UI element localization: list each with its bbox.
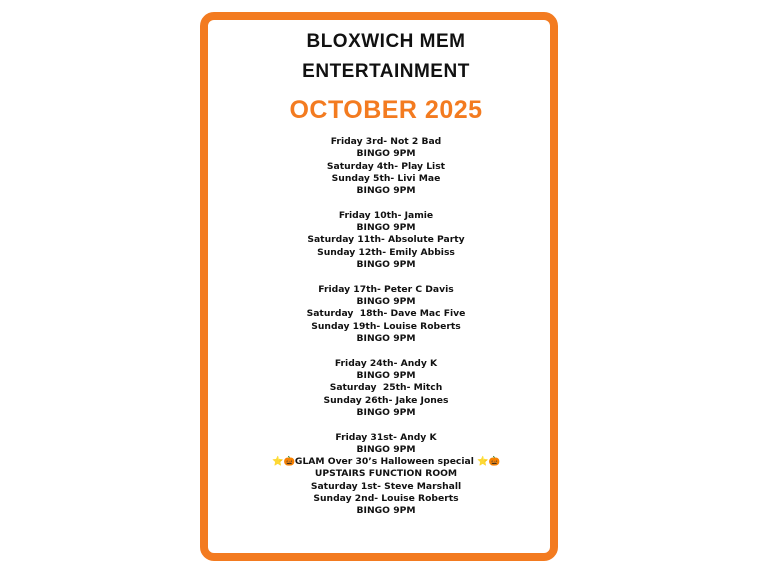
schedule-entry: Sunday 2nd- Louise Roberts xyxy=(313,492,459,504)
week-group-4 xyxy=(200,358,572,419)
schedule-entry: BINGO 9PM xyxy=(356,259,416,271)
month-heading: OCTOBER 2025 xyxy=(289,96,483,124)
schedule-entry: Friday 3rd- Not 2 Bad xyxy=(330,136,442,147)
week-group-1 xyxy=(200,136,572,197)
schedule-entry: BINGO 9PM xyxy=(356,443,416,455)
week-group-5 xyxy=(200,432,572,518)
schedule-entry: Friday 31st- Andy K xyxy=(335,431,437,443)
schedule-entry: Saturday 4th- Play List xyxy=(326,160,446,172)
schedule-entry: Sunday 19th- Louise Roberts xyxy=(311,320,461,332)
schedule-entry: Friday 10th- Jamie xyxy=(338,209,434,221)
poster-title-line-2: ENTERTAINMENT xyxy=(302,61,470,82)
halloween-special-entry: ⭐🎃GLAM Over 30’s Halloween special ⭐🎃 xyxy=(272,456,500,468)
schedule-entry: BINGO 9PM xyxy=(356,296,416,308)
week-group-2 xyxy=(200,210,572,271)
schedule-entry: BINGO 9PM xyxy=(356,406,416,418)
schedule-entry: BINGO 9PM xyxy=(356,185,416,197)
schedule-entry: BINGO 9PM xyxy=(356,369,416,381)
schedule-entry: BINGO 9PM xyxy=(356,332,416,344)
schedule-entry: Saturday 18th- Dave Mac Five xyxy=(306,308,466,320)
schedule-entry: Sunday 26th- Jake Jones xyxy=(323,394,449,406)
schedule-entry: BINGO 9PM xyxy=(356,148,416,160)
schedule-entry: Saturday 11th- Absolute Party xyxy=(307,234,465,246)
schedule-entry: BINGO 9PM xyxy=(356,505,416,517)
event-schedule xyxy=(200,136,572,518)
week-group-3 xyxy=(200,284,572,345)
poster-content xyxy=(200,12,572,530)
schedule-entry: BINGO 9PM xyxy=(356,222,416,234)
schedule-entry: Friday 17th- Peter C Davis xyxy=(318,283,454,295)
schedule-entry: Saturday 1st- Steve Marshall xyxy=(310,480,462,492)
schedule-entry: Friday 24th- Andy K xyxy=(334,357,438,369)
schedule-entry: UPSTAIRS FUNCTION ROOM xyxy=(314,468,458,480)
schedule-entry: Sunday 5th- Livi Mae xyxy=(331,172,441,184)
poster-title-line-1: BLOXWICH MEM xyxy=(306,31,466,52)
schedule-entry: Saturday 25th- Mitch xyxy=(329,382,443,394)
schedule-entry: Sunday 12th- Emily Abbiss xyxy=(317,246,455,258)
